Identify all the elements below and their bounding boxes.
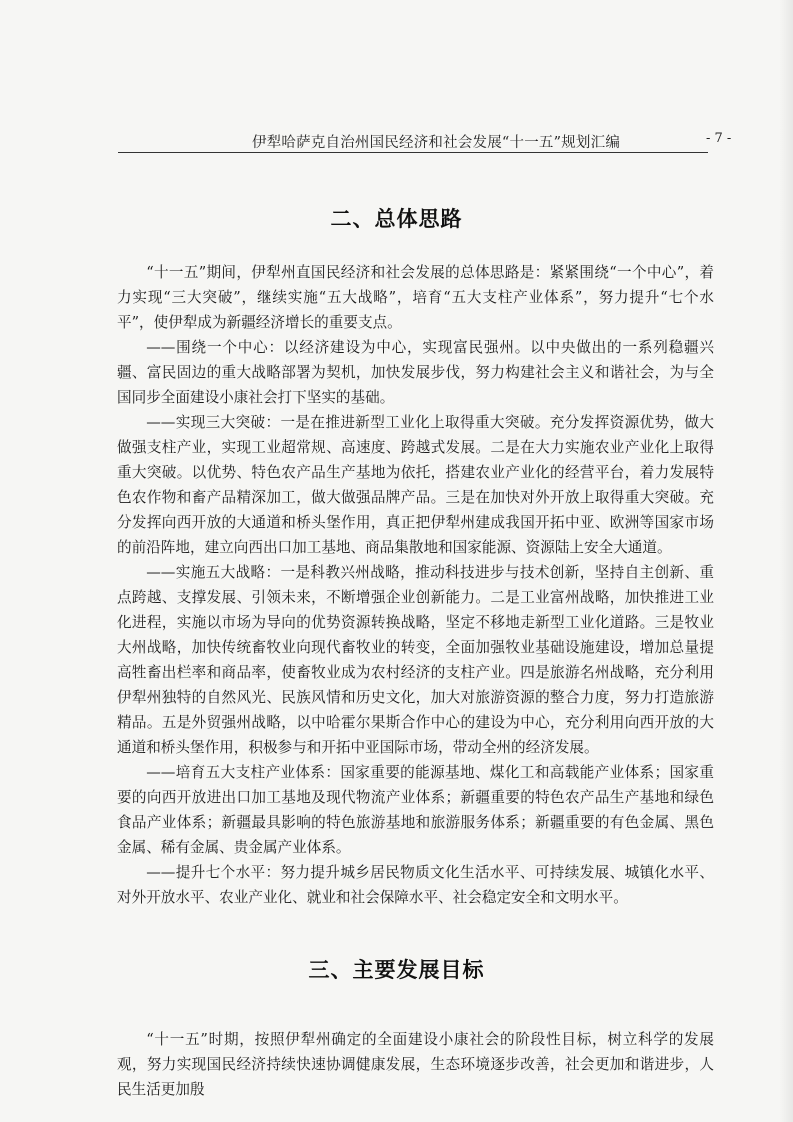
paragraph: ——提升七个水平：努力提升城乡居民物质文化生活水平、可持续发展、城镇化水平、对外开放水平、农业产业化、就业和社会保障水平、社会稳定安全和文明水平。 bbox=[117, 864, 714, 906]
paragraph: ——实现三大突破：一是在推进新型工业化上取得重大突破。充分发挥资源优势，做大做强支柱产业，实现工业超常规、高速度、跨越式发展。二是在大力实施农业产业化上取得重大突破。以优势、特色农产品生产基地为依托，搭建农业产业化的经营平台，着力发展特色农作物和畜产品精深加工，做大做强品牌产品。三是在加快对外开放上取得重大突破。充分发挥向西开放的大通道和桥头堡作用，真正把伊犁州建成我国开拓中亚、欧洲等国家市场的前沿阵地，建立向西出口加工基地、商品集散地和国家能源、资源陆上安全大通道。 bbox=[117, 414, 714, 556]
section-body-overall-approach bbox=[117, 260, 714, 910]
page-number: - 7 - bbox=[706, 131, 732, 146]
paragraph: “十一五”期间，伊犁州直国民经济和社会发展的总体思路是：紧紧围绕“一个中心”，着力实现“三大突破”，继续实施“五大战略”，培育“五大支柱产业体系”，努力提升“七个水平”，使伊犁成为新疆经济增长的重要支点。 bbox=[117, 264, 714, 331]
section-heading-main-goals: 三、主要发展目标 bbox=[308, 957, 485, 982]
scan-edge-shadow bbox=[779, 0, 793, 1122]
paragraph: ——围绕一个中心：以经济建设为中心，实现富民强州。以中央做出的一系列稳疆兴疆、富民固边的重大战略部署为契机，加快发展步伐，努力构建社会主义和谐社会，为与全国同步全面建设小康社会打下坚实的基础。 bbox=[117, 339, 714, 406]
paragraph: ——培育五大支柱产业体系：国家重要的能源基地、煤化工和高载能产业体系；国家重要的向西开放进出口加工基地及现代物流产业体系；新疆重要的特色农产品生产基地和绿色食品产业体系；新疆最具影响的特色旅游基地和旅游服务体系；新疆重要的有色金属、黑色金属、稀有金属、贵金属产业体系。 bbox=[117, 764, 714, 856]
running-title: 伊犁哈萨克自治州国民经济和社会发展“十一五”规划汇编 bbox=[252, 135, 621, 151]
header-rule bbox=[118, 152, 708, 153]
section-heading-overall-approach: 二、总体思路 bbox=[330, 206, 463, 231]
paragraph: ——实施五大战略：一是科教兴州战略，推动科技进步与技术创新，坚持自主创新、重点跨越、支撑发展、引领未来，不断增强企业创新能力。二是工业富州战略，加快推进工业化进程，实施以市场为导向的优势资源转换战略，坚定不移地走新型工业化道路。三是牧业大州战略，加快传统畜牧业向现代畜牧业的转变，全面加强牧业基础设施建设，增加总量提高牲畜出栏率和商品率，使畜牧业成为农村经济的支柱产业。四是旅游名州战略，充分利用伊犁州独特的自然风光、民族风情和历史文化，加大对旅游资源的整合力度，努力打造旅游精品。五是外贸强州战略，以中哈霍尔果斯合作中心的建设为中心，充分利用向西开放的大通道和桥头堡作用，积极参与和开拓中亚国际市场，带动全州的经济发展。 bbox=[117, 564, 714, 756]
section-body-main-goals bbox=[117, 1027, 714, 1102]
paragraph: “十一五”时期，按照伊犁州确定的全面建设小康社会的阶段性目标，树立科学的发展观，努力实现国民经济持续快速协调健康发展，生态环境逐步改善，社会更加和谐进步，人民生活更加殷 bbox=[117, 1031, 714, 1098]
